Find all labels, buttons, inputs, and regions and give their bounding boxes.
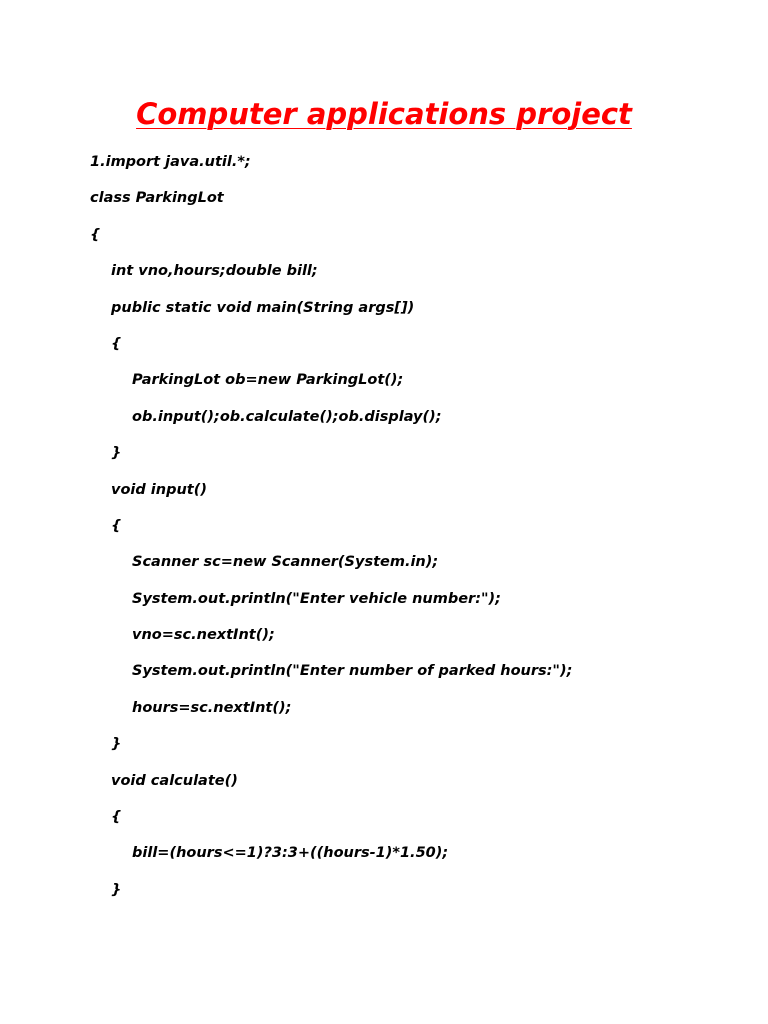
code-line: vno=sc.nextInt();: [132, 627, 275, 644]
code-line: Scanner sc=new Scanner(System.in);: [132, 554, 439, 571]
code-line: }: [111, 736, 122, 753]
code-line: System.out.println("Enter number of parked hours:");: [132, 663, 573, 680]
code-line: ob.input();ob.calculate();ob.display();: [132, 408, 442, 425]
code-line: {: [111, 517, 122, 534]
code-line: public static void main(String args[]): [111, 299, 415, 316]
code-line: }: [111, 881, 122, 898]
code-line: 1.import java.util.*;: [90, 154, 251, 170]
code-line: void input(): [111, 481, 207, 498]
code-line: bill=(hours<=1)?3:3+((hours-1)*1.50);: [132, 845, 449, 862]
code-line: int vno,hours;double bill;: [111, 263, 318, 280]
code-line: ParkingLot ob=new ParkingLot();: [132, 372, 404, 389]
code-line: {: [90, 226, 101, 243]
code-line: class ParkingLot: [90, 190, 224, 207]
code-line: {: [111, 335, 122, 352]
code-line: System.out.println("Enter vehicle number:");: [132, 590, 501, 607]
code-listing: [90, 150, 750, 914]
code-line: void calculate(): [111, 772, 238, 789]
code-line: }: [111, 445, 122, 462]
code-line: {: [111, 809, 122, 826]
code-line: hours=sc.nextInt();: [132, 699, 292, 716]
document-title: Computer applications project: [136, 97, 632, 131]
